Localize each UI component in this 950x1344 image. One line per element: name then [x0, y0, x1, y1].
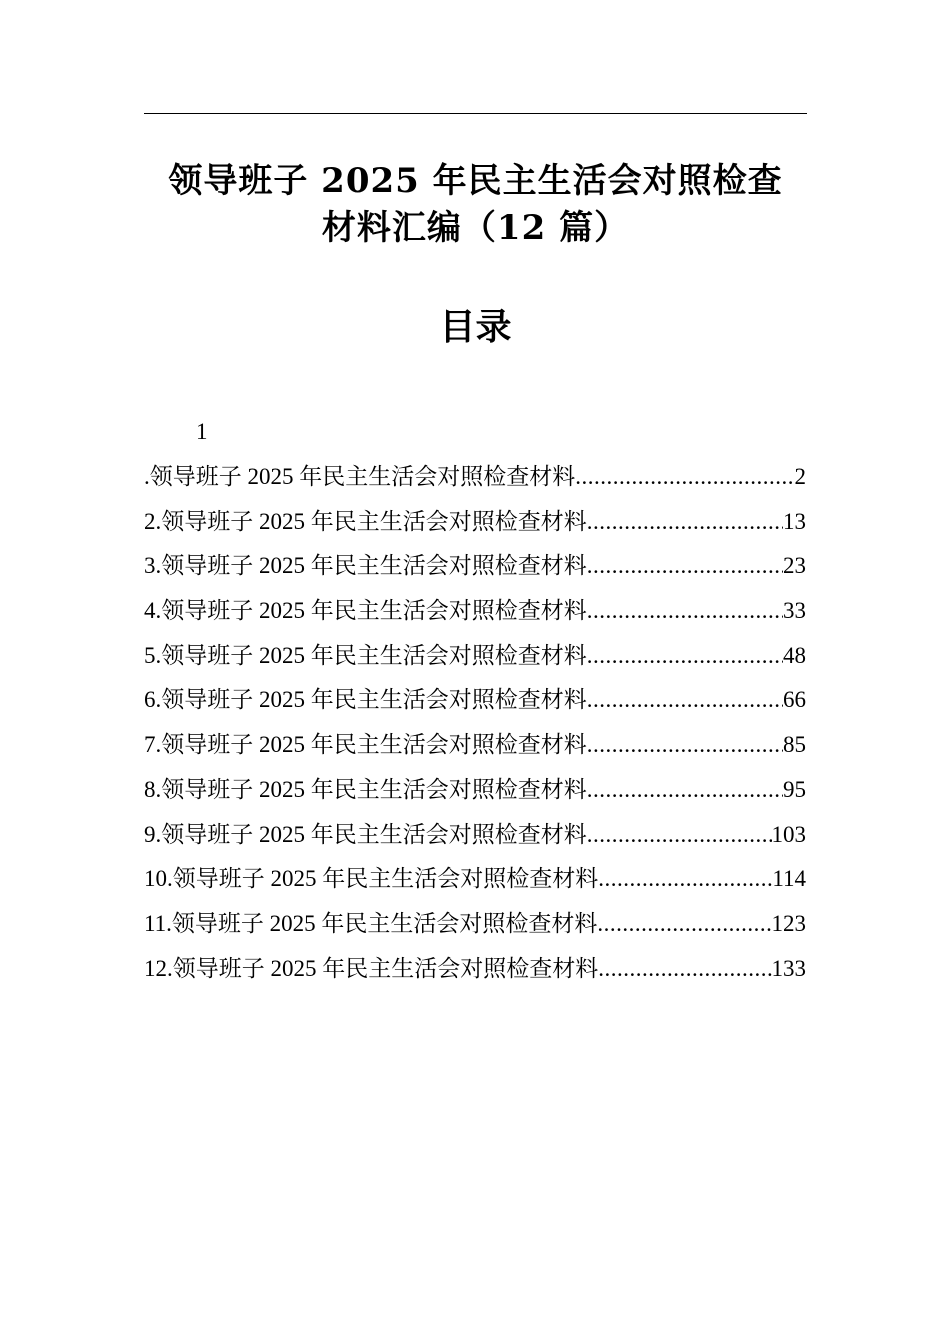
toc-entry-8[interactable] — [144, 770, 806, 815]
toc-entry-label: 8.领导班子 2025 年民主生活会对照检查材料 — [144, 776, 587, 802]
toc-entry-2[interactable] — [144, 502, 806, 547]
toc-page-number: 33 — [783, 598, 806, 624]
toc-page-number: 13 — [783, 508, 806, 534]
document-title — [144, 158, 807, 252]
toc-entry-label: 6.领导班子 2025 年民主生活会对照检查材料 — [144, 687, 587, 713]
toc-entry-label: 12.领导班子 2025 年民主生活会对照检查材料 — [144, 955, 599, 981]
toc-entry-10[interactable] — [144, 859, 806, 904]
toc-dot-leader — [587, 770, 783, 810]
toc-dot-leader — [575, 457, 794, 497]
toc-page-number: 23 — [783, 553, 806, 579]
toc-dot-leader — [597, 904, 771, 944]
toc-dot-leader — [587, 591, 783, 631]
title-line-2: 材料汇编（12 篇） — [321, 208, 630, 248]
toc-entry-label: 5.领导班子 2025 年民主生活会对照检查材料 — [144, 642, 587, 668]
toc-page-number: 123 — [771, 910, 806, 936]
toc-page-number: 133 — [771, 955, 806, 981]
toc-page-number: 66 — [783, 687, 806, 713]
toc-dot-leader — [598, 859, 772, 899]
toc-page-number: 95 — [783, 776, 806, 802]
toc-entry-7[interactable] — [144, 725, 806, 770]
toc-entry-label: 4.领导班子 2025 年民主生活会对照检查材料 — [144, 598, 587, 624]
toc-entry-label: 3.领导班子 2025 年民主生活会对照检查材料 — [144, 553, 587, 579]
toc-lead-number: 1 — [196, 419, 208, 444]
toc-dot-leader — [587, 546, 783, 586]
toc-dot-leader — [598, 949, 771, 989]
toc-page-number: 114 — [772, 866, 806, 892]
toc-page-number: 103 — [771, 821, 806, 847]
toc-entry-4[interactable] — [144, 591, 806, 636]
toc-entry-label: 2.领导班子 2025 年民主生活会对照检查材料 — [144, 508, 587, 534]
toc-entry-9[interactable] — [144, 815, 806, 860]
toc-heading: 目录 — [439, 306, 512, 348]
toc-dot-leader — [587, 502, 783, 542]
toc-page-number: 48 — [783, 642, 806, 668]
toc-entry-11[interactable] — [144, 904, 806, 949]
toc-dot-leader — [587, 725, 783, 765]
toc-entry-label: .领导班子 2025 年民主生活会对照检查材料 — [144, 464, 576, 489]
toc-entry-3[interactable] — [144, 546, 806, 591]
table-of-contents — [144, 457, 806, 993]
toc-entry-6[interactable] — [144, 680, 806, 725]
toc-entry-label: 9.领导班子 2025 年民主生活会对照检查材料 — [144, 821, 587, 847]
title-line-1: 领导班子 2025 年民主生活会对照检查 — [168, 161, 783, 201]
toc-entry-5[interactable] — [144, 636, 806, 681]
toc-page-number: 2 — [794, 464, 806, 489]
header-rule — [144, 113, 807, 114]
toc-entry-12[interactable] — [144, 949, 806, 994]
toc-entry-1[interactable] — [144, 457, 806, 502]
toc-entry-label: 7.领导班子 2025 年民主生活会对照检查材料 — [144, 732, 587, 758]
toc-dot-leader — [587, 815, 772, 855]
toc-entry-label: 11.领导班子 2025 年民主生活会对照检查材料 — [144, 910, 598, 936]
toc-page-number: 85 — [783, 732, 806, 758]
toc-dot-leader — [587, 636, 783, 676]
toc-entry-label: 10.领导班子 2025 年民主生活会对照检查材料 — [144, 866, 599, 892]
toc-dot-leader — [587, 680, 783, 720]
